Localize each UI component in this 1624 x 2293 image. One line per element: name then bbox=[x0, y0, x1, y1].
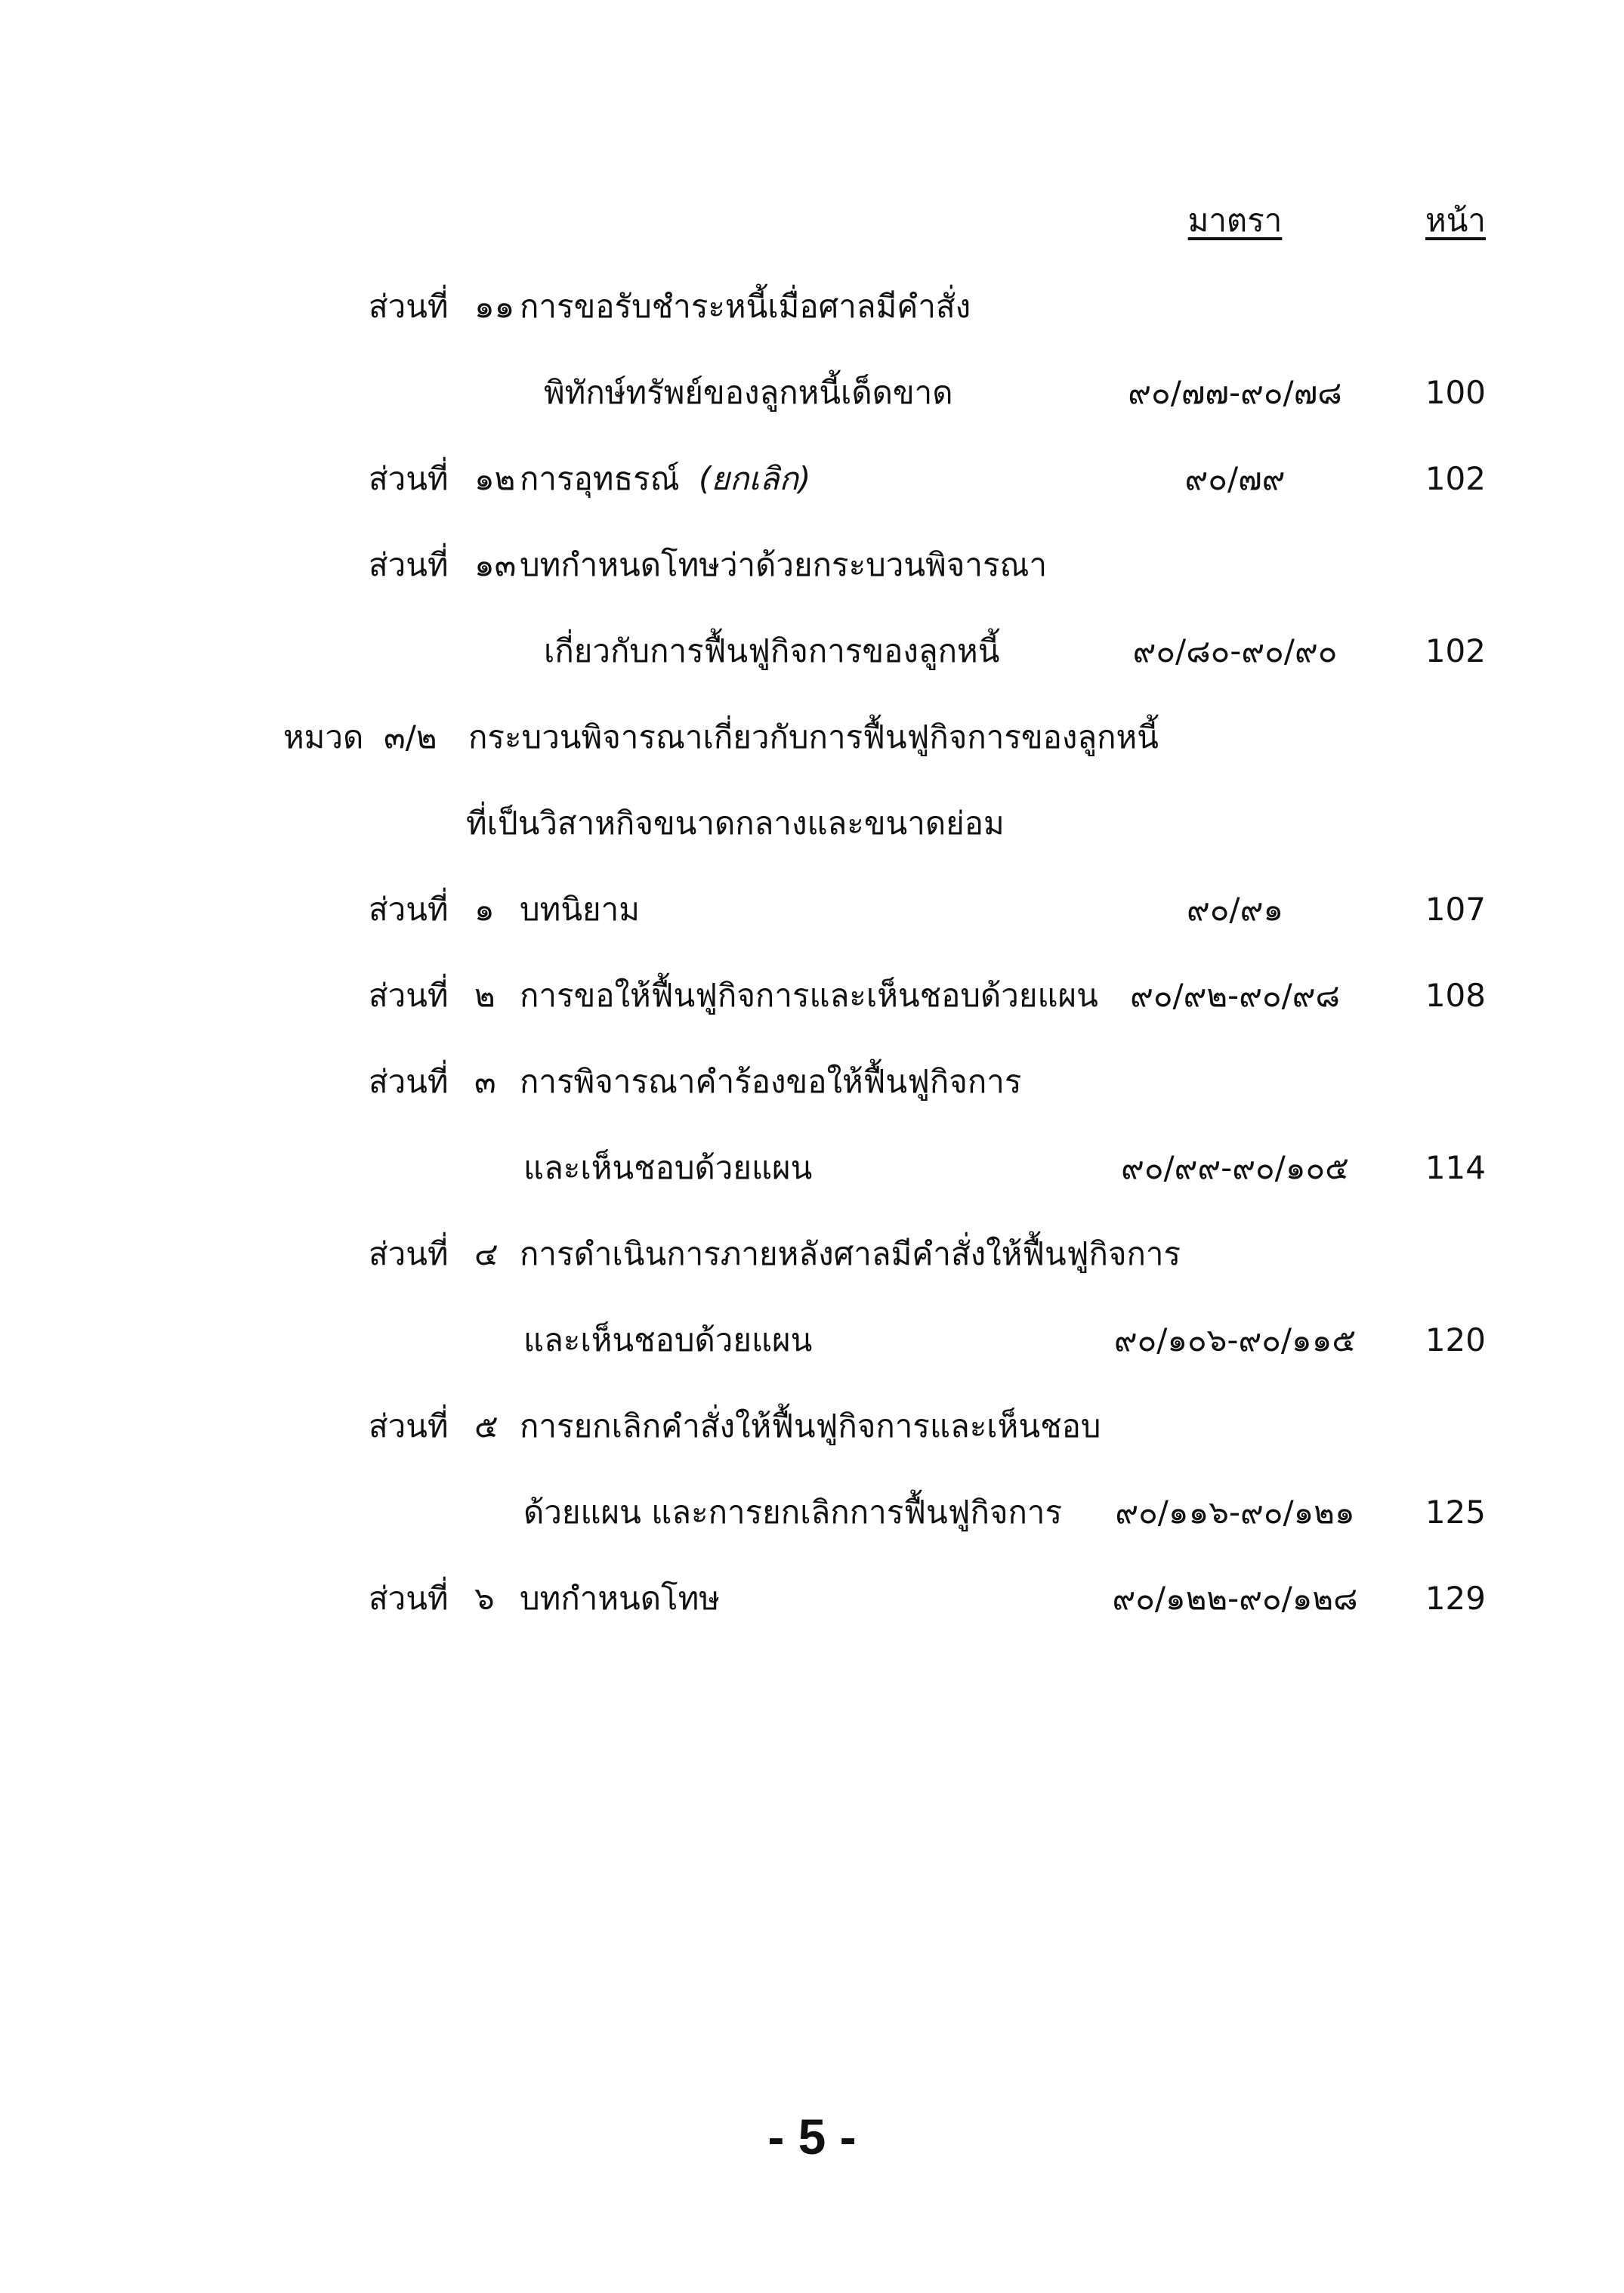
entry-label: ส่วนที่ bbox=[369, 1235, 449, 1272]
entry-page: 108 bbox=[1425, 977, 1486, 1014]
entry-title: และเห็นชอบด้วยแผน bbox=[523, 1321, 813, 1358]
entry-label: ส่วนที่ bbox=[369, 460, 449, 497]
entry-title: การพิจารณาคำร้องขอให้ฟื้นฟูกิจการ bbox=[520, 1063, 1022, 1100]
page-number: - 5 - bbox=[767, 2109, 857, 2165]
chapter-number: ๓/๒ bbox=[384, 718, 437, 756]
entry-label: ส่วนที่ bbox=[369, 1408, 449, 1445]
entry-number: ๓ bbox=[474, 1063, 496, 1100]
entry-page: 114 bbox=[1425, 1149, 1486, 1186]
chapter-label: หมวด bbox=[283, 718, 364, 756]
toc-entry-continuation bbox=[0, 1310, 1624, 1371]
entry-title: การขอให้ฟื้นฟูกิจการและเห็นชอบด้วยแผน bbox=[520, 977, 1098, 1014]
page-column-header: หน้า bbox=[1425, 202, 1486, 239]
entry-number: ๑ bbox=[474, 891, 495, 928]
toc-entry-continuation bbox=[0, 363, 1624, 423]
entry-title: บทกำหนดโทษ bbox=[520, 1580, 720, 1617]
entry-page: 125 bbox=[1425, 1494, 1486, 1531]
entry-number: ๑๓ bbox=[474, 546, 517, 583]
entry-label: ส่วนที่ bbox=[369, 977, 449, 1014]
entry-number: ๕ bbox=[474, 1408, 499, 1445]
toc-entry-continuation bbox=[0, 621, 1624, 681]
entry-label: ส่วนที่ bbox=[369, 891, 449, 928]
toc-entry bbox=[0, 879, 1624, 940]
chapter-title: ที่เป็นวิสาหกิจขนาดกลางและขนาดย่อม bbox=[466, 805, 1005, 842]
toc-entry-continuation bbox=[0, 1482, 1624, 1543]
entry-number: ๖ bbox=[474, 1580, 495, 1617]
entry-title-text: การอุทธรณ์ bbox=[520, 460, 680, 497]
entry-page: 120 bbox=[1425, 1321, 1486, 1358]
entry-title: บทนิยาม bbox=[520, 891, 640, 928]
entry-page: 102 bbox=[1425, 632, 1486, 669]
entry-label: ส่วนที่ bbox=[369, 1063, 449, 1100]
entry-sections: ๙๐/๙๒-๙๐/๙๘ bbox=[1130, 977, 1340, 1014]
entry-number: ๑๑ bbox=[474, 288, 515, 325]
entry-sections: ๙๐/๑๒๒-๙๐/๑๒๘ bbox=[1112, 1580, 1358, 1617]
entry-sections: ๙๐/๗๗-๙๐/๗๘ bbox=[1128, 374, 1342, 411]
entry-page: 129 bbox=[1425, 1580, 1486, 1617]
entry-label: ส่วนที่ bbox=[369, 546, 449, 583]
entry-title: บทกำหนดโทษว่าด้วยกระบวนพิจารณา bbox=[520, 546, 1048, 583]
toc-entry bbox=[0, 1224, 1624, 1284]
entry-title: และเห็นชอบด้วยแผน bbox=[523, 1149, 813, 1186]
entry-title: การยกเลิกคำสั่งให้ฟื้นฟูกิจการและเห็นชอบ bbox=[520, 1408, 1101, 1445]
toc-entry bbox=[0, 449, 1624, 509]
chapter-title: กระบวนพิจารณาเกี่ยวกับการฟื้นฟูกิจการของลูกหนี้ bbox=[468, 718, 1159, 756]
entry-page: 100 bbox=[1425, 374, 1486, 411]
entry-title: พิทักษ์ทรัพย์ของลูกหนี้เด็ดขาด bbox=[544, 374, 953, 411]
toc-entry bbox=[0, 966, 1624, 1026]
toc-entry-continuation bbox=[0, 1138, 1624, 1198]
entry-title-suffix: (ยกเลิก) bbox=[699, 460, 811, 497]
entry-title: การดำเนินการภายหลังศาลมีคำสั่งให้ฟื้นฟูกิจการ bbox=[520, 1235, 1181, 1272]
entry-title bbox=[520, 449, 810, 509]
entry-sections: ๙๐/๑๑๖-๙๐/๑๒๑ bbox=[1115, 1494, 1355, 1531]
entry-sections: ๙๐/๗๙ bbox=[1184, 460, 1286, 497]
entry-page: 107 bbox=[1425, 891, 1486, 928]
toc-chapter-continuation bbox=[0, 793, 1624, 854]
section-column-header: มาตรา bbox=[1187, 202, 1283, 239]
entry-number: ๒ bbox=[474, 977, 496, 1014]
entry-title: การขอรับชำระหนี้เมื่อศาลมีคำสั่ง bbox=[520, 288, 971, 325]
entry-title: เกี่ยวกับการฟื้นฟูกิจการของลูกหนี้ bbox=[544, 632, 1000, 669]
toc-entry bbox=[0, 1052, 1624, 1112]
entry-sections: ๙๐/๘๐-๙๐/๙๐ bbox=[1132, 632, 1338, 669]
toc-entry bbox=[0, 535, 1624, 595]
entry-title: ด้วยแผน และการยกเลิกการฟื้นฟูกิจการ bbox=[523, 1494, 1063, 1531]
entry-label: ส่วนที่ bbox=[369, 288, 449, 325]
toc-entry bbox=[0, 277, 1624, 337]
toc-entry bbox=[0, 1568, 1624, 1629]
toc-chapter bbox=[0, 707, 1624, 768]
column-header-row bbox=[0, 190, 1624, 251]
entry-sections: ๙๐/๙๑ bbox=[1187, 891, 1283, 928]
entry-number: ๔ bbox=[474, 1235, 499, 1272]
entry-number: ๑๒ bbox=[474, 460, 516, 497]
toc-entry bbox=[0, 1396, 1624, 1457]
entry-sections: ๙๐/๙๙-๙๐/๑๐๕ bbox=[1121, 1149, 1349, 1186]
entry-label: ส่วนที่ bbox=[369, 1580, 449, 1617]
entry-sections: ๙๐/๑๐๖-๙๐/๑๑๕ bbox=[1113, 1321, 1357, 1358]
entry-page: 102 bbox=[1425, 460, 1486, 497]
